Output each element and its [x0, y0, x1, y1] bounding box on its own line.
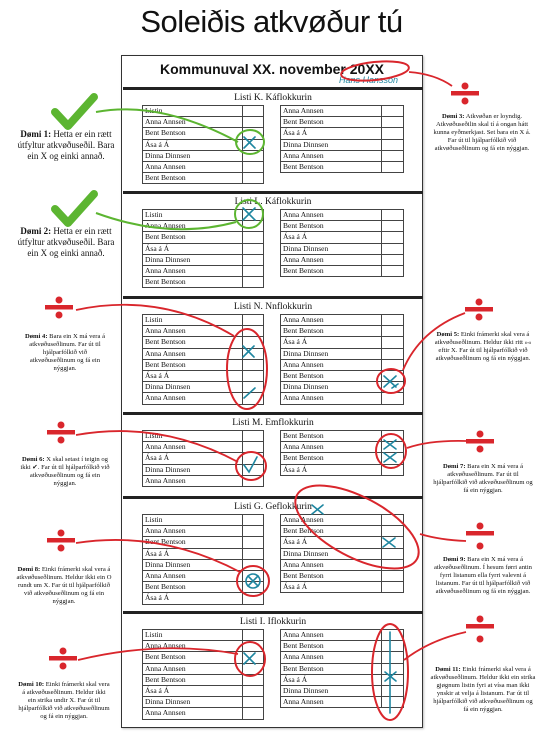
candidate-name: Bent Bentson: [283, 641, 324, 651]
signature: Hans Hansson: [339, 75, 399, 85]
candidate-name: Anna Annsen: [145, 663, 186, 673]
candidate-name: Anna Annsen: [145, 442, 186, 452]
candidate-name: Bent Bentson: [283, 265, 324, 275]
candidate-name: Bent Bentson: [145, 537, 186, 547]
candidate-name: Listin: [145, 515, 163, 524]
candidate-name: Bent Bentson: [145, 277, 186, 287]
candidate-name: Anna Annsen: [145, 221, 186, 231]
candidate-name: Ása á Á: [283, 674, 308, 684]
candidate-name: Anna Annsen: [283, 652, 324, 662]
note-example-9: Dømi 9: Bara ein X má vera á atkvøðuseðlinum. Í hesum førri antin fyrri listanum ella fyrri valevni á listanum. Far út til hjálparfólkið við atkvøðuseðlinum og fá ein nýggjan.: [434, 556, 532, 595]
candidate-name: Anna Annsen: [145, 348, 186, 358]
list-name: Listi K. Káflokkurin: [234, 93, 312, 103]
candidate-name: Bent Bentson: [283, 570, 324, 580]
candidate-name: Listin: [145, 315, 163, 324]
list-name: Listi I. Iflokkurin: [239, 617, 307, 627]
candidate-name: Anna Annsen: [283, 150, 324, 160]
note-example-10: Dømi 10: Einki frámerki skal vera á atkvøðuseðlinum. Heldur ikki ein strika undir X. Far út til hjálparfólkið við atkvøðuseðlinum og fá ein nýggjan.: [18, 681, 110, 720]
candidate-name: Bent Bentson: [283, 117, 324, 127]
pointer-line: [78, 648, 238, 660]
candidate-name: Anna Annsen: [145, 570, 186, 580]
divide-icon: [45, 297, 73, 319]
candidate-name: Ása á Á: [283, 337, 308, 347]
divide-icon: [47, 422, 75, 444]
candidate-name: Anna Annsen: [145, 393, 186, 403]
candidate-name: Ása á Á: [283, 582, 308, 592]
candidate-name: Dinna Dinnsen: [283, 139, 329, 149]
candidate-name: Bent Bentson: [145, 582, 186, 592]
candidate-name: Bent Bentson: [283, 326, 324, 336]
note-example-11: Dømi 11: Einki frámerki skal vera á atkvøðuseðlinum. Heldur ikki ein strika gjøgnum listin fyri at vísa man ikki ynskir at velja á listanum. Far út til hjálparfólkið við atkvøðuseðlinum og fá ein nýggjan.: [430, 666, 536, 713]
check-icon: [55, 194, 94, 223]
candidate-name: Anna Annsen: [283, 559, 324, 569]
candidate-name: Bent Bentson: [283, 161, 324, 171]
note-example-8: Dømi 8: Einki frámerki skal vera á atkvøðuseðlinum. Heldur ikki ein O rundt um X. Far út til hjálparfólkið við atkvøðuseðlinum og fá ein nýggjan.: [16, 566, 112, 605]
candidate-name: Ása á Á: [145, 548, 170, 558]
note-example-1: Dømi 1: Hetta er ein rætt útfyltur atkvøðuseðil. Bara ein X og einki annað.: [17, 129, 115, 161]
candidate-name: Anna Annsen: [145, 265, 186, 275]
candidate-name: Anna Annsen: [283, 515, 324, 524]
divide-icon: [466, 616, 494, 643]
candidate-name: Anna Annsen: [283, 630, 324, 639]
candidate-name: Ása á Á: [145, 370, 170, 380]
candidate-name: Anna Annsen: [283, 106, 324, 115]
note-example-3: Dømi 3: Atkvøðan er loyndig. Atkvøðuseðilin skal tí á ongan hátt kunna eyðmerkjast. Set bara ein X á. Far út til hjálparfólkið við atkvøðuseðlinum og fá ein nýggjan.: [433, 113, 531, 152]
pointer-line: [76, 305, 234, 336]
candidate-name: Dinna Dinnsen: [145, 559, 191, 569]
pointer-line: [420, 534, 466, 541]
candidate-name: Dinna Dinnsen: [145, 254, 191, 264]
candidate-name: Ása á Á: [145, 453, 170, 463]
note-example-7: Dømi 7: Bara ein X má vera á atkvøðuseðlinum. Far út til hjálparfólkið við atkvøðuseðlinum og fá ein nýggjan.: [433, 463, 533, 494]
divide-icon: [451, 83, 479, 105]
candidate-name: Bent Bentson: [145, 652, 186, 662]
divide-icon: [47, 530, 75, 552]
candidate-name: Ása á Á: [283, 128, 308, 138]
error-circle: [236, 452, 266, 480]
signature-circle: [340, 58, 410, 83]
candidate-name: Dinna Dinnsen: [283, 382, 329, 392]
check-icon: [55, 97, 94, 126]
divide-icon: [466, 523, 494, 550]
candidate-name: Bent Bentson: [145, 173, 186, 183]
divide-icon: [49, 648, 77, 670]
divide-icon: [465, 299, 493, 321]
candidate-name: Bent Bentson: [283, 431, 324, 440]
candidate-name: Listin: [145, 431, 163, 440]
pointer-line: [403, 313, 465, 370]
candidate-name: Dinna Dinnsen: [283, 243, 329, 253]
candidate-name: Bent Bentson: [145, 232, 186, 242]
pen-mark: [243, 137, 398, 713]
list-name: Listi M. Emflokkurin: [232, 418, 314, 428]
candidate-name: Dinna Dinnsen: [283, 685, 329, 695]
candidate-name: Bent Bentson: [283, 663, 324, 673]
candidate-name: Listin: [145, 106, 163, 115]
pointer-line: [96, 109, 238, 142]
candidate-name: Ása á Á: [145, 139, 170, 149]
divide-icon: [466, 431, 494, 453]
pointer-line: [96, 213, 236, 229]
candidate-name: Bent Bentson: [283, 221, 324, 231]
candidate-name: Ása á Á: [145, 243, 170, 253]
pointer-line: [407, 441, 466, 448]
candidate-name: Anna Annsen: [145, 326, 186, 336]
candidate-name: Dinna Dinnsen: [283, 348, 329, 358]
error-circle: [227, 329, 267, 409]
candidate-name: Bent Bentson: [145, 674, 186, 684]
candidate-name: Dinna Dinnsen: [145, 464, 191, 474]
error-circle: [376, 434, 406, 468]
candidate-name: Dinna Dinnsen: [145, 382, 191, 392]
candidate-name: Ása á Á: [283, 537, 308, 547]
candidate-name: Anna Annsen: [145, 117, 186, 127]
candidate-name: Bent Bentson: [283, 526, 324, 536]
candidate-name: Ása á Á: [145, 685, 170, 695]
note-example-6: Dømi 6: X skal setast í teigin og ikki ✔. Far út til hjálparfólkið við atkvøðuseðlinum og fá ein nýggjan.: [20, 456, 110, 487]
note-example-2: Dømi 2: Hetta er ein rætt útfyltur atkvøðuseðil. Bara ein X og einki annað.: [17, 226, 115, 258]
candidate-name: Bent Bentson: [145, 337, 186, 347]
list-name: Listi G. Geflokkurin: [234, 502, 312, 512]
candidate-name: Listin: [145, 210, 163, 219]
candidate-name: Bent Bentson: [283, 453, 324, 463]
note-example-4: Dømi 4: Bara ein X má vera á atkvøðuseðlinum. Far út til hjálparfólkið við atkvøðuseðlinum og fá ein nýggjan.: [24, 333, 106, 372]
candidate-name: Anna Annsen: [283, 359, 324, 369]
candidate-name: Bent Bentson: [283, 370, 324, 380]
candidate-name: Anna Annsen: [283, 442, 324, 452]
candidate-name: Anna Annsen: [283, 697, 324, 707]
candidate-name: Ása á Á: [283, 232, 308, 242]
pointer-line: [76, 431, 238, 462]
candidate-name: Dinna Dinnsen: [283, 548, 329, 558]
error-circle: [283, 469, 431, 586]
candidate-name: Anna Annsen: [283, 315, 324, 324]
candidate-name: Anna Annsen: [145, 526, 186, 536]
candidate-name: Anna Annsen: [145, 161, 186, 171]
pointer-line: [404, 632, 466, 660]
candidate-name: Dinna Dinnsen: [145, 697, 191, 707]
list-name: Listi N. Nnflokkurin: [233, 302, 313, 312]
candidate-name: Anna Annsen: [283, 210, 324, 219]
page-title: Soleiðis atkvøður tú: [140, 4, 403, 39]
candidate-name: Ása á Á: [145, 593, 170, 603]
candidate-name: Dinna Dinnsen: [145, 150, 191, 160]
list-name: Listi L. Káflokkurin: [234, 197, 312, 207]
ballot-heading: Kommunuval XX. november 20XX: [159, 61, 385, 77]
pointer-line: [409, 72, 452, 86]
candidate-name: Anna Annsen: [283, 393, 324, 403]
candidate-name: Ása á Á: [283, 464, 308, 474]
candidate-name: Anna Annsen: [145, 475, 186, 485]
note-example-5: Dømi 5: Einki frámerki skal vera á atkvøðuseðlinum. Heldur ikki ritt »« eftir X. Far út til hjálparfólkið við atkvøðuseðlinum og fá ein nýggjan.: [434, 331, 532, 362]
candidate-name: Bent Bentson: [145, 359, 186, 369]
candidate-name: Bent Bentson: [145, 128, 186, 138]
candidate-name: Anna Annsen: [145, 641, 186, 651]
pointer-line: [76, 540, 240, 572]
candidate-name: Anna Annsen: [145, 708, 186, 718]
candidate-name: Listin: [145, 630, 163, 639]
candidate-name: Anna Annsen: [283, 254, 324, 264]
